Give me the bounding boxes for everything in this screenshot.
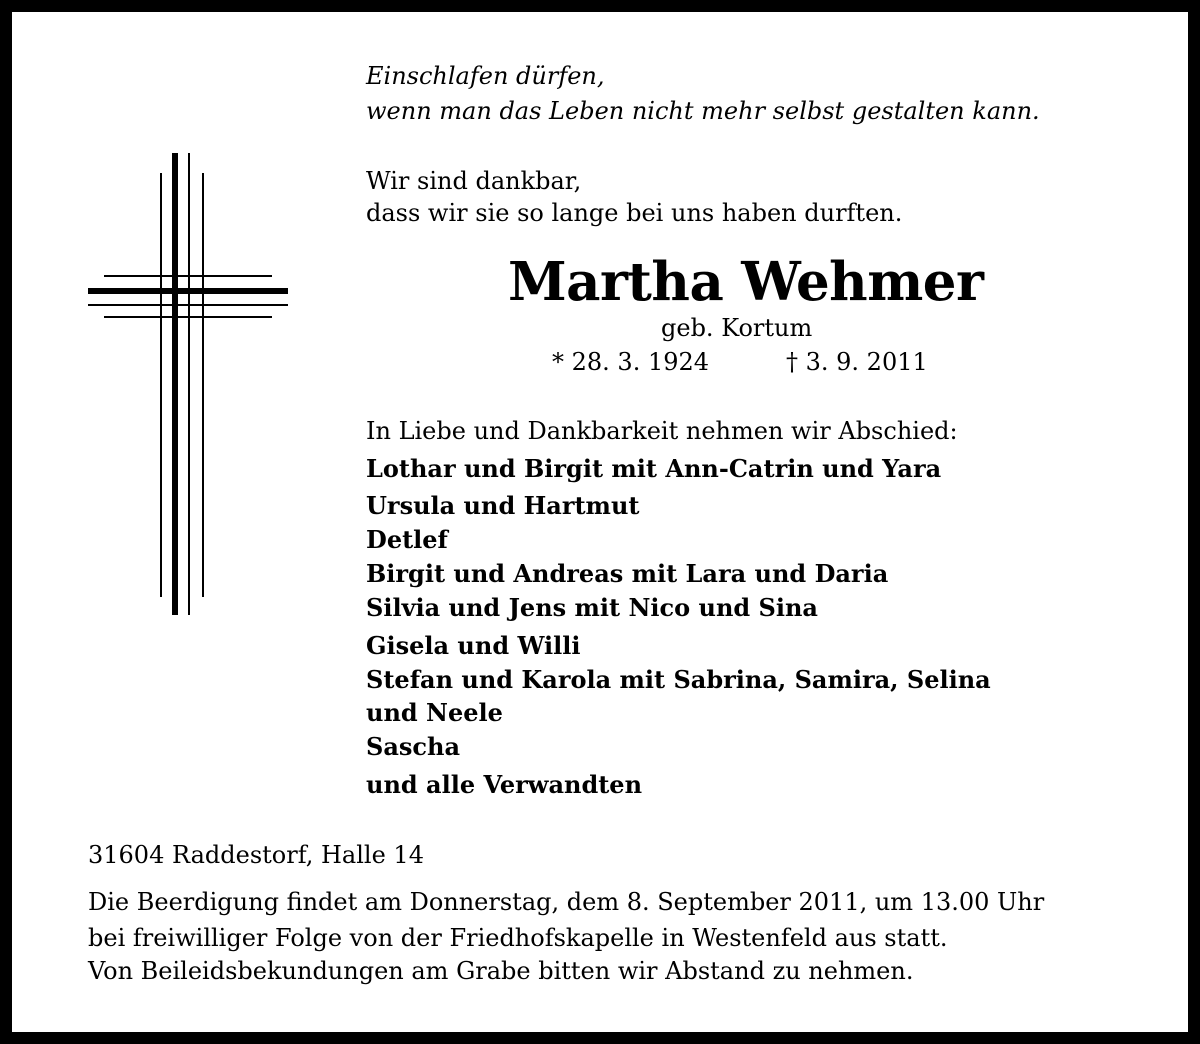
mourner-line: Silvia und Jens mit Nico und Sina [366,593,818,622]
funeral-line-3: Von Beileidsbekundungen am Grabe bitten wir Abstand zu nehmen. [88,957,914,985]
mourner-line: Gisela und Willi [366,631,581,660]
mourner-line: Ursula und Hartmut [366,491,640,520]
gratitude-line-2: dass wir sie so lange bei uns haben durften. [366,199,903,227]
funeral-line-2: bei freiwilliger Folge von der Friedhofskapelle in Westenfeld aus statt. [88,924,948,952]
mourner-line: und alle Verwandten [366,770,643,799]
mourner-line: und Neele [366,698,503,727]
mourner-line: Birgit und Andreas mit Lara und Daria [366,559,889,588]
birth-date: * 28. 3. 1924 [552,348,710,376]
mourner-line: Sascha [366,732,461,761]
maiden-name: geb. Kortum [661,314,813,342]
cross-icon [88,153,288,615]
mourner-line: Lothar und Birgit mit Ann-Catrin und Yara [366,454,942,483]
mourner-line: Stefan und Karola mit Sabrina, Samira, Selina [366,665,991,694]
funeral-line-1: Die Beerdigung findet am Donnerstag, dem 8. September 2011, um 13.00 Uhr [88,888,1045,916]
gratitude-line-1: Wir sind dankbar, [366,167,582,195]
verse-line-1: Einschlafen dürfen, [366,62,605,90]
deceased-name: Martha Wehmer [508,251,984,313]
death-date: † 3. 9. 2011 [786,348,928,376]
farewell-intro: In Liebe und Dankbarkeit nehmen wir Abschied: [366,417,958,445]
mourner-line: Detlef [366,525,448,554]
address: 31604 Raddestorf, Halle 14 [88,841,424,869]
verse-line-2: wenn man das Leben nicht mehr selbst gestalten kann. [366,97,1040,125]
